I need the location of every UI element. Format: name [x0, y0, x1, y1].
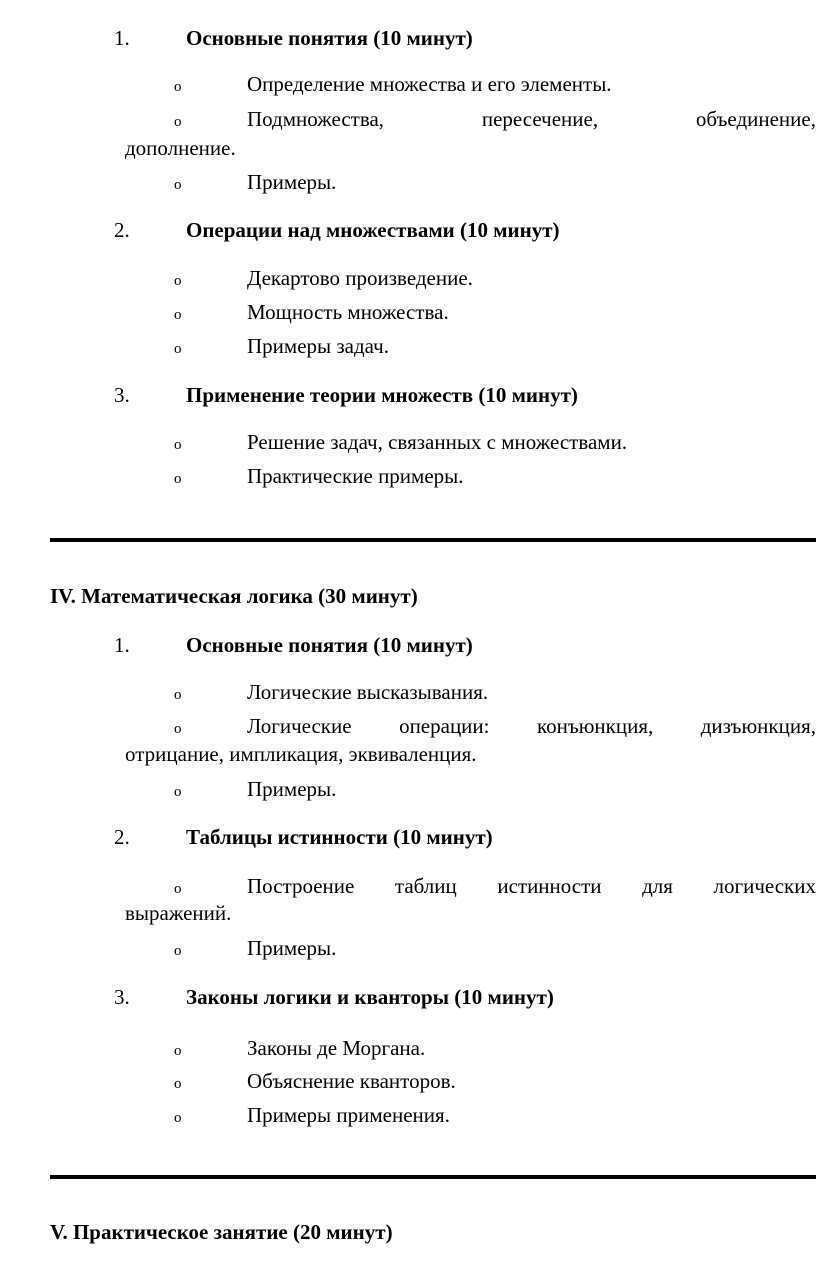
list-item: Примеры применения.: [247, 1103, 450, 1127]
subsection-title: Таблицы истинности (10 минут): [186, 825, 493, 849]
list-item: Решение задач, связанных с множествами.: [247, 430, 628, 454]
bullet-icon: o: [174, 943, 182, 959]
item-number: 3.: [114, 383, 130, 407]
bullet-icon: o: [174, 341, 182, 357]
word: логических: [713, 874, 816, 898]
item-number: 2.: [114, 825, 130, 849]
word: Логические: [247, 714, 352, 738]
word: таблиц: [394, 874, 457, 898]
list-item: Логические высказывания.: [247, 680, 489, 704]
list-item: [247, 874, 816, 899]
list-item: [247, 714, 816, 739]
horizontal-rule: [50, 538, 816, 542]
item-number: 1.: [114, 633, 130, 657]
list-item: Примеры задач.: [247, 334, 389, 358]
list-item: Практические примеры.: [247, 464, 464, 488]
bullet-icon: o: [174, 1110, 182, 1126]
subsection-title: Основные понятия (10 минут): [186, 26, 473, 50]
list-item: Примеры.: [247, 936, 337, 960]
horizontal-rule: [50, 1175, 816, 1179]
list-item-continuation: отрицание, импликация, эквиваленция.: [125, 742, 477, 766]
word: объединение,: [695, 107, 816, 131]
word: Подмножества,: [247, 107, 385, 131]
word: истинности: [497, 874, 602, 898]
item-number: 2.: [114, 218, 130, 242]
bullet-icon: o: [174, 1076, 182, 1092]
word: конъюнкция,: [537, 714, 654, 738]
bullet-icon: o: [174, 471, 182, 487]
subsection-title: Операции над множествами (10 минут): [186, 218, 560, 242]
list-item: Законы де Моргана.: [247, 1036, 426, 1060]
bullet-icon: o: [174, 79, 182, 95]
bullet-icon: o: [174, 177, 182, 193]
list-item: Мощность множества.: [247, 300, 449, 324]
section-heading: V. Практическое занятие (20 минут): [50, 1220, 393, 1244]
bullet-icon: o: [174, 437, 182, 453]
subsection-title: Применение теории множеств (10 минут): [186, 383, 578, 407]
section-heading: IV. Математическая логика (30 минут): [50, 584, 418, 608]
item-number: 3.: [114, 985, 130, 1009]
list-item-continuation: дополнение.: [125, 136, 236, 160]
item-number: 1.: [114, 26, 130, 50]
bullet-icon: o: [174, 687, 182, 703]
list-item: Определение множества и его элементы.: [247, 72, 612, 96]
bullet-icon: o: [174, 1043, 182, 1059]
word: Построение: [247, 874, 355, 898]
subsection-title: Законы логики и кванторы (10 минут): [186, 985, 554, 1009]
bullet-icon: o: [174, 721, 182, 737]
list-item: Декартово произведение.: [247, 266, 473, 290]
word: для: [642, 874, 673, 898]
bullet-icon: o: [174, 881, 182, 897]
list-item: [247, 107, 816, 132]
list-item: Примеры.: [247, 777, 337, 801]
word: операции:: [399, 714, 490, 738]
word: дизъюнкция,: [700, 714, 816, 738]
subsection-title: Основные понятия (10 минут): [186, 633, 473, 657]
list-item: Примеры.: [247, 170, 337, 194]
list-item: Объяснение кванторов.: [247, 1069, 456, 1093]
bullet-icon: o: [174, 114, 182, 130]
bullet-icon: o: [174, 273, 182, 289]
list-item-continuation: выражений.: [125, 901, 232, 925]
bullet-icon: o: [174, 784, 182, 800]
word: пересечение,: [481, 107, 599, 131]
bullet-icon: o: [174, 307, 182, 323]
